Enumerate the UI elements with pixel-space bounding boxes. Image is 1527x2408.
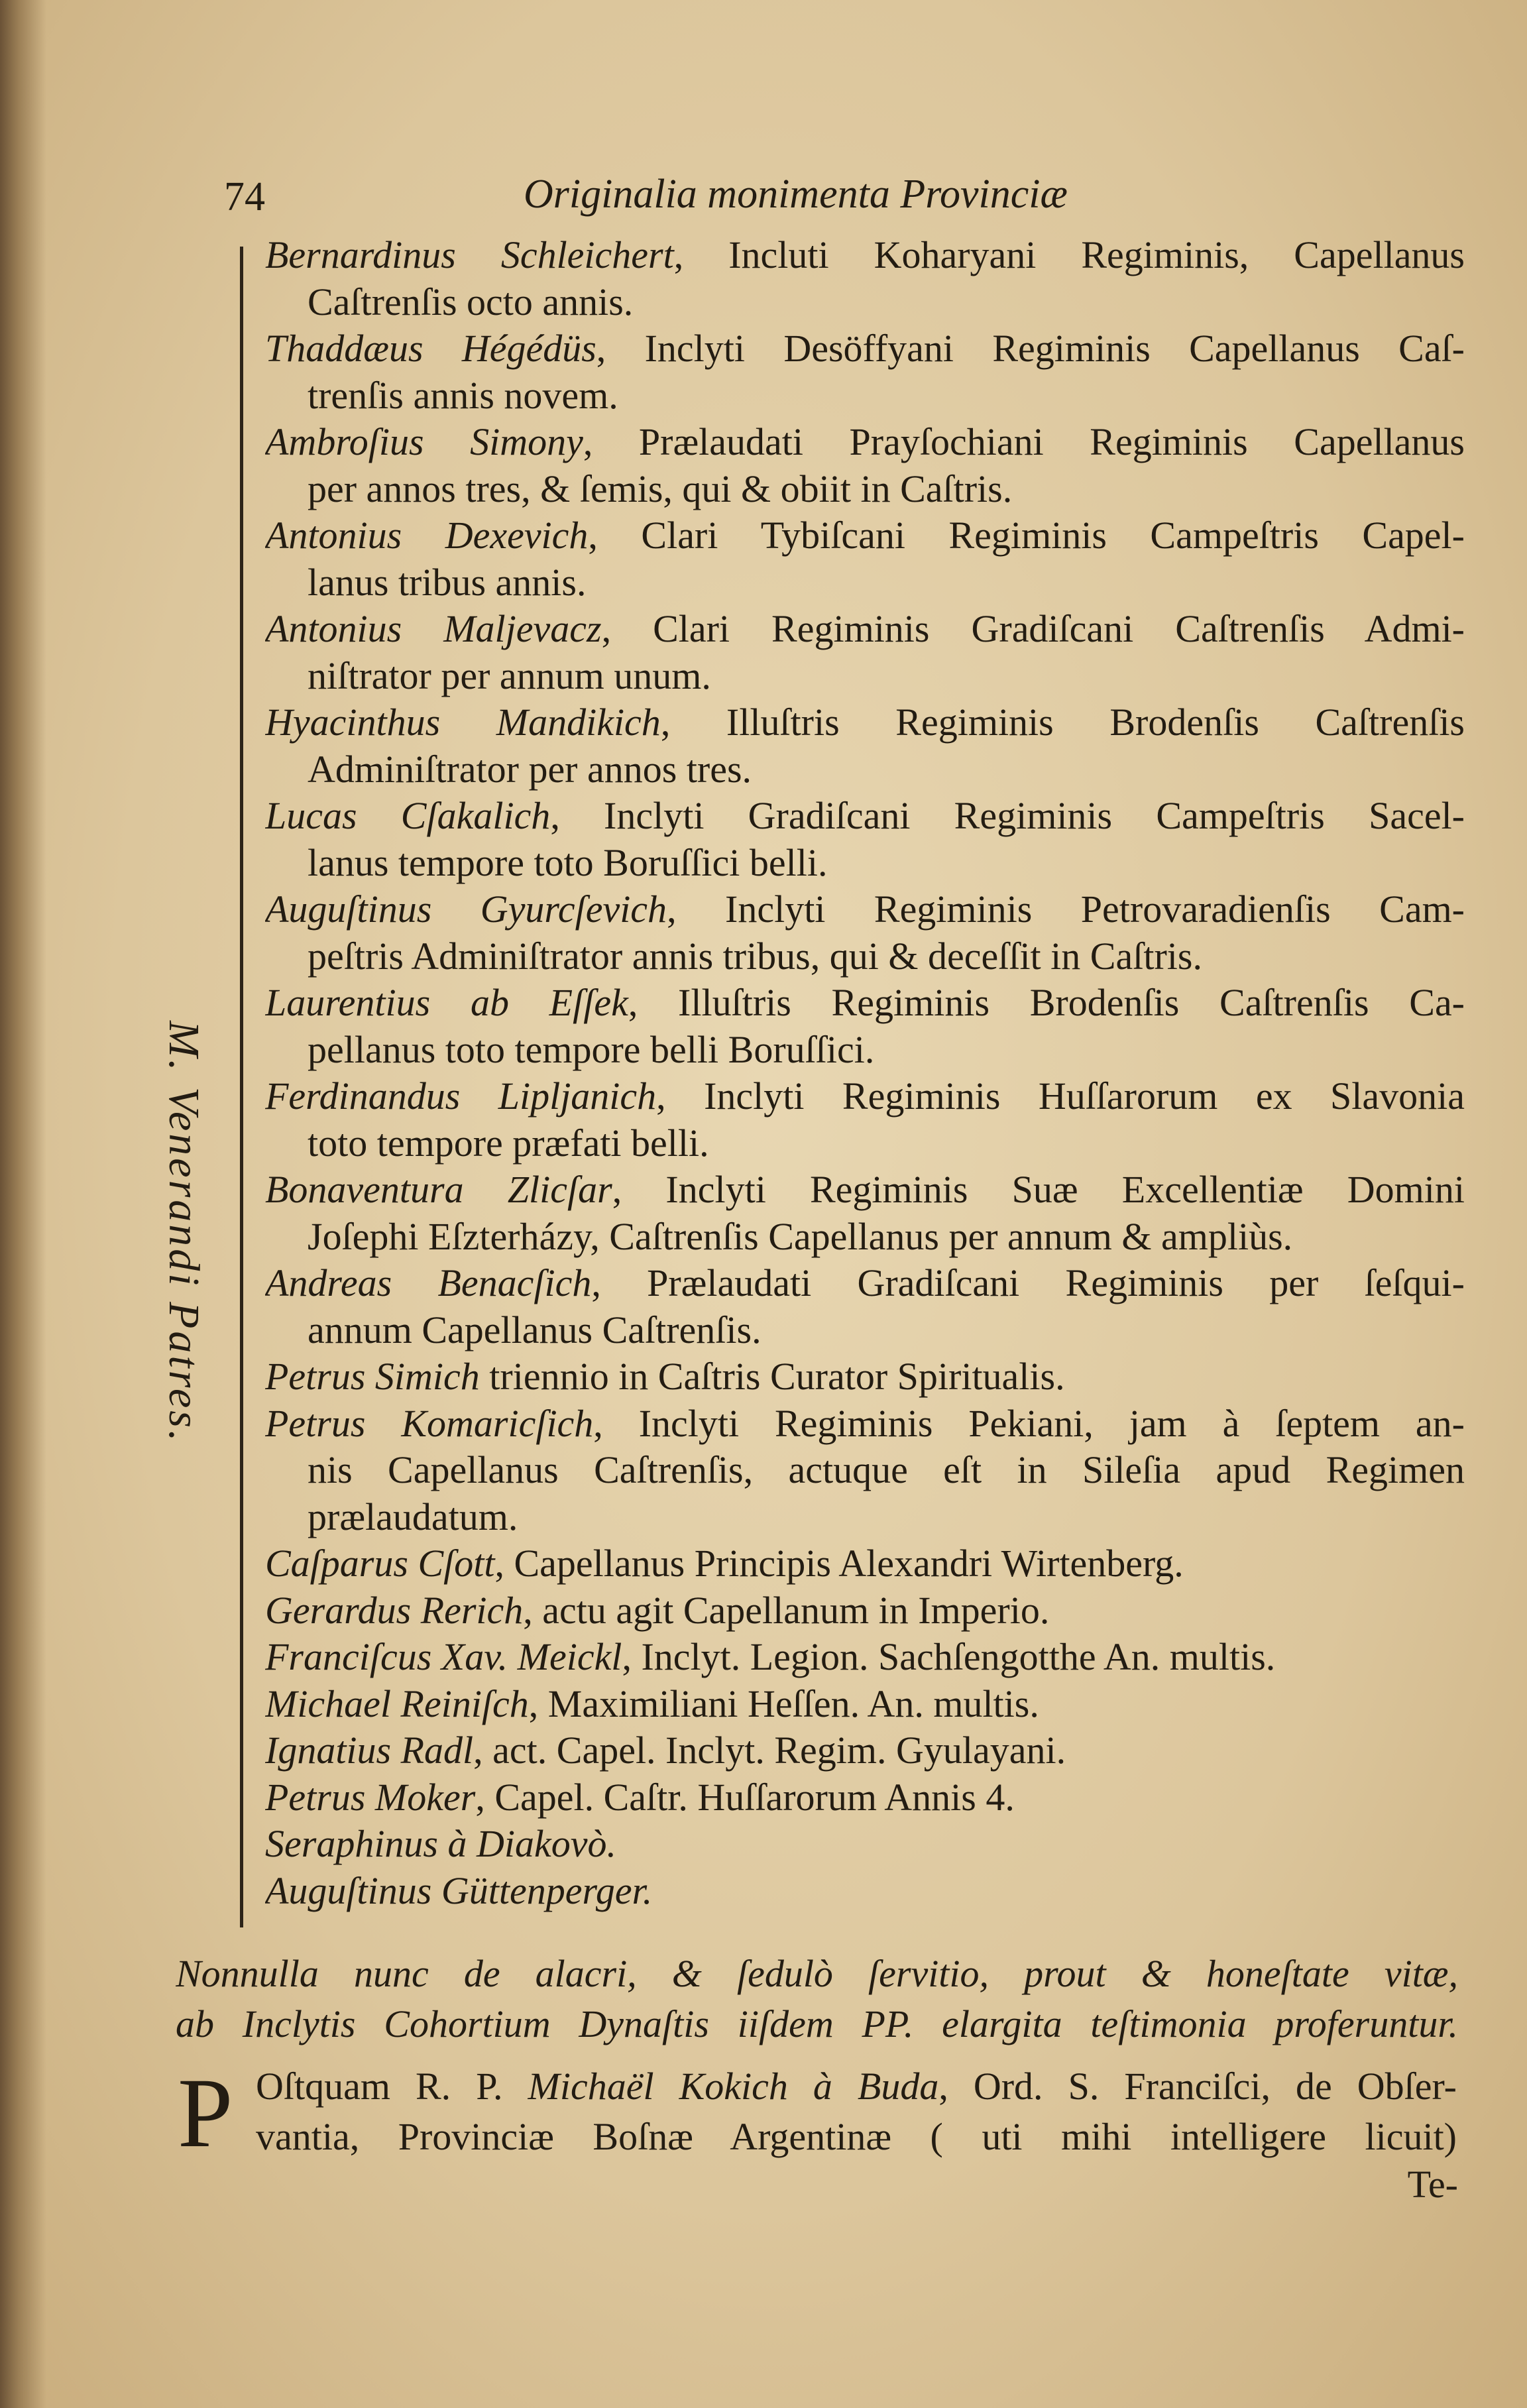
entry-text: , Inclyt. Legion. Sachſengotthe An. multis. (622, 1635, 1276, 1678)
entry (265, 793, 1465, 886)
entry-line (265, 1587, 1465, 1634)
entry-text: , Inclyti Gradiſcani Regiminis Campeſtris Sacel- (550, 794, 1465, 837)
entry-text: , Inclyti Desöffyani Regiminis Capellanus Caſ- (596, 327, 1465, 370)
entry-line (265, 793, 1465, 840)
entry (265, 886, 1465, 980)
body-text: Oſtquam R. P. (256, 2065, 528, 2108)
person-name: Ferdinandus Lipljanich (265, 1074, 657, 1118)
person-name: Ignatius Radl (265, 1729, 474, 1772)
entry-line: Adminiſtrator per annos tres. (308, 747, 752, 791)
person-name: Auguſtinus Güttenperger. (265, 1868, 653, 1912)
entry (265, 1353, 1465, 1401)
body-paragraph (178, 2058, 1457, 2168)
entry (265, 1073, 1465, 1167)
person-name: Michael Reiniſch (265, 1682, 529, 1725)
drop-capital: P (178, 2058, 233, 2168)
body-line (178, 2061, 1457, 2112)
entry (265, 1774, 1465, 1821)
person-name: Ambroſius Simony (265, 420, 583, 463)
person-name: Antonius Dexevich (265, 514, 589, 557)
entries-list (265, 232, 1465, 1914)
person-name: Gerardus Rerich (265, 1588, 524, 1632)
entry-line (265, 325, 1465, 373)
entry (265, 1540, 1465, 1587)
entry (265, 232, 1465, 325)
entry-line (265, 1073, 1465, 1120)
entry-text: , Illuſtris Regiminis Brodenſis Caſtrenſis (660, 701, 1465, 744)
entry-line: per annos tres, & ſemis, qui & obiit in Caſtris. (308, 467, 1013, 510)
entry-line: Caſtrenſis octo annis. (308, 280, 634, 323)
person-name: Petrus Moker (265, 1775, 476, 1819)
intro-heading (176, 1949, 1458, 2049)
entry (265, 1727, 1465, 1774)
entry-text: , Clari Tybiſcani Regiminis Campeſtris Capel- (588, 514, 1465, 557)
entry-line: trenſis annis novem. (308, 373, 618, 417)
entry-text: , Maximiliani Heſſen. An. multis. (528, 1682, 1039, 1725)
person-name: Auguſtinus Gyurcſevich (265, 888, 667, 931)
entry (265, 699, 1465, 793)
entry-line (265, 1401, 1465, 1448)
entry (265, 1587, 1465, 1634)
entry (265, 1868, 1465, 1915)
entry-text: , actu agit Capellanum in Imperio. (523, 1588, 1050, 1632)
person-name: Petrus Simich (265, 1355, 480, 1398)
person-name: Caſparus Cſott (265, 1542, 495, 1585)
person-name: Antonius Maljevacz (265, 607, 602, 650)
entry-text: , Clari Regiminis Gradiſcani Caſtrenſis Admi- (601, 607, 1465, 650)
entry (265, 1167, 1465, 1260)
person-name: Seraphinus à Diakovò. (265, 1822, 616, 1865)
person-name: Thaddæus Hégédüs (265, 327, 596, 370)
side-bracket (240, 247, 249, 1927)
intro-line: Nonnulla nunc de alacri, & ſedulò ſervitio, prout & honeſtate vitæ, (176, 1952, 1458, 1995)
entry (265, 1681, 1465, 1728)
entry (265, 325, 1465, 419)
entry-text: , Capellanus Principis Alexandri Wirtenberg. (494, 1542, 1184, 1585)
entry-text: , Capel. Caſtr. Huſſarorum Annis 4. (475, 1775, 1015, 1819)
body-text: , Ord. S. Franciſci, de Obſer- (938, 2065, 1457, 2108)
entry-text: , Inclyti Regiminis Suæ Excellentiæ Domini (612, 1168, 1465, 1211)
entry-line (265, 980, 1465, 1027)
entry-line (265, 1353, 1465, 1401)
entry-text: , Prælaudati Gradiſcani Regiminis per ſeſqui- (591, 1261, 1465, 1304)
entry-line (265, 1868, 1465, 1915)
entry-line (265, 232, 1465, 279)
entry-line: nis Capellanus Caſtrenſis, actuque eſt in Sileſia apud Regimen (308, 1448, 1465, 1491)
entry-line: lanus tribus annis. (308, 560, 587, 604)
entry-line (265, 1774, 1465, 1821)
gutter-shadow (0, 0, 46, 2408)
entry-line (265, 1727, 1465, 1774)
entry-line (265, 606, 1465, 653)
entry (265, 1260, 1465, 1353)
side-label: M. Venerandi Patres. (160, 1021, 208, 1444)
entry-line: annum Capellanus Caſtrenſis. (308, 1308, 762, 1351)
entry-text: triennio in Caſtris Curator Spiritualis. (479, 1355, 1065, 1398)
entry (265, 512, 1465, 606)
person-name: Andreas Benacſich (265, 1261, 592, 1304)
entry-line (265, 1634, 1465, 1681)
entry (265, 980, 1465, 1073)
entry (265, 1821, 1465, 1868)
entry-line (265, 419, 1465, 466)
entry-line (265, 512, 1465, 559)
person-name: Hyacinthus Mandikich (265, 701, 661, 744)
person-name: Franciſcus Xav. Meickl (265, 1635, 622, 1678)
entry-line (265, 1540, 1465, 1587)
entry-line: niſtrator per annum unum. (308, 654, 711, 697)
entry-text: , Inclyti Regiminis Pekiani, jam à ſeptem an- (593, 1401, 1465, 1445)
running-title: Originalia monimenta Provinciæ (524, 172, 1068, 217)
entry-line (265, 1167, 1465, 1214)
entry-text: , act. Capel. Inclyt. Regim. Gyulayani. (473, 1729, 1066, 1772)
entry-text: , Inclyti Regiminis Huſſarorum ex Slavonia (656, 1074, 1465, 1118)
entry-line (265, 1681, 1465, 1728)
entry-line: prælaudatum. (308, 1495, 518, 1538)
person-name: Lucas Cſakalich (265, 794, 551, 837)
entry-text: , Inclyti Regiminis Petrovaradienſis Cam- (667, 888, 1465, 931)
entry-line: lanus tempore toto Boruſſici belli. (308, 840, 828, 884)
entry (265, 606, 1465, 699)
page-number: 74 (224, 174, 265, 219)
entry-line: pellanus toto tempore belli Boruſſici. (308, 1027, 875, 1071)
person-name: Michaël Kokich à Buda (528, 2065, 939, 2108)
entry-line (265, 886, 1465, 933)
entry-text: , Illuſtris Regiminis Brodenſis Caſtrenſis Ca- (628, 981, 1465, 1024)
entry-line: peſtris Adminiſtrator annis tribus, qui & deceſſit in Caſtris. (308, 934, 1202, 978)
entry-line (265, 1821, 1465, 1868)
entry-text: , Prælaudati Prayſochiani Regiminis Capellanus (583, 420, 1465, 463)
entry-line (265, 699, 1465, 746)
person-name: Petrus Komaricſich (265, 1401, 594, 1445)
entry (265, 419, 1465, 512)
entry (265, 1401, 1465, 1541)
person-name: Bonaventura Zlicſar (265, 1168, 612, 1211)
entry-line (265, 1260, 1465, 1307)
entry-text: , Incluti Koharyani Regiminis, Capellanus (673, 233, 1465, 276)
body-line: vantia, Provinciæ Boſnæ Argentinæ ( uti mihi intelligere licuit) (256, 2115, 1457, 2158)
entry (265, 1634, 1465, 1681)
entry-line: Joſephi Eſzterházy, Caſtrenſis Capellanus per annum & ampliùs. (308, 1214, 1293, 1258)
catchword: Te- (1407, 2163, 1458, 2206)
intro-line: ab Inclytis Cohortium Dynaſtis iiſdem PP. elargita teſtimonia proferuntur. (176, 2002, 1458, 2045)
person-name: Bernardinus Schleichert (265, 233, 674, 276)
person-name: Laurentius ab Eſſek (265, 981, 628, 1024)
entry-line: toto tempore præfati belli. (308, 1121, 709, 1165)
